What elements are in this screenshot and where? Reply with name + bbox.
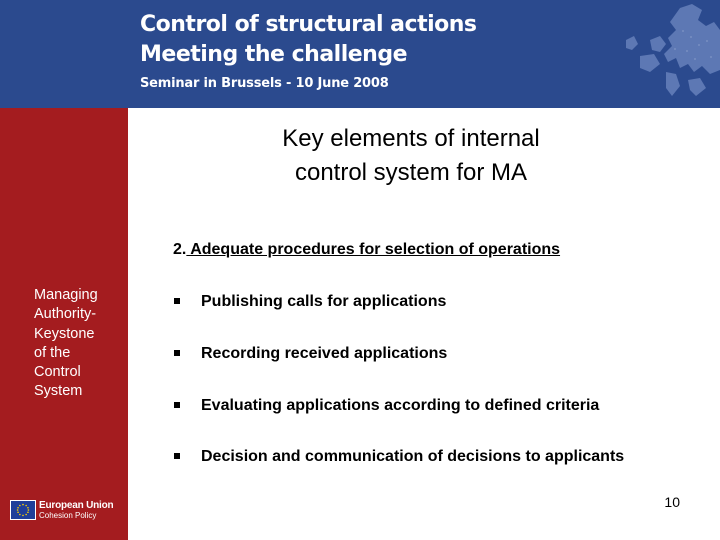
sidebar-caption-line: System bbox=[34, 383, 83, 400]
sidebar-caption-line: Keystone bbox=[34, 325, 95, 342]
header-title-line1: Control of structural actions bbox=[140, 12, 477, 37]
sidebar-caption-line: Authority- bbox=[34, 306, 97, 323]
bullet-text: Publishing calls for applications bbox=[201, 293, 447, 310]
header-subtitle: Seminar in Brussels - 10 June 2008 bbox=[140, 76, 389, 91]
slide-title-line2: control system for MA bbox=[294, 159, 528, 186]
logo-line2: Cohesion Policy bbox=[39, 511, 97, 520]
europe-map-icon bbox=[610, 0, 720, 108]
square-bullet-icon bbox=[172, 296, 182, 306]
slide-title-line1: Key elements of internal bbox=[282, 125, 540, 152]
list-item bbox=[172, 291, 692, 313]
page-number: 10 bbox=[664, 494, 680, 510]
slide-title bbox=[200, 122, 622, 190]
section-number: 2. bbox=[173, 241, 187, 258]
sidebar-caption-line: of the bbox=[34, 344, 71, 361]
square-bullet-icon bbox=[172, 400, 182, 410]
list-item bbox=[172, 343, 692, 365]
header-banner bbox=[0, 0, 720, 108]
sidebar-caption-line: Control bbox=[34, 364, 81, 381]
bullet-text: Decision and communication of decisions to applicants bbox=[201, 448, 625, 465]
list-item bbox=[172, 395, 692, 417]
bullet-text: Evaluating applications according to defined criteria bbox=[201, 397, 600, 414]
header-title-line2: Meeting the challenge bbox=[140, 42, 408, 67]
square-bullet-icon bbox=[172, 451, 182, 461]
sidebar-caption bbox=[34, 286, 114, 402]
bullet-text: Recording received applications bbox=[201, 345, 448, 362]
sidebar-caption-line: Managing bbox=[34, 287, 98, 303]
eu-flag-icon bbox=[10, 500, 36, 520]
section-heading bbox=[173, 241, 560, 259]
list-item bbox=[172, 446, 692, 468]
eu-cohesion-logo bbox=[10, 498, 122, 522]
logo-line1: European Union bbox=[39, 500, 114, 511]
square-bullet-icon bbox=[172, 348, 182, 358]
section-title: Adequate procedures for selection of operations bbox=[186, 241, 561, 258]
